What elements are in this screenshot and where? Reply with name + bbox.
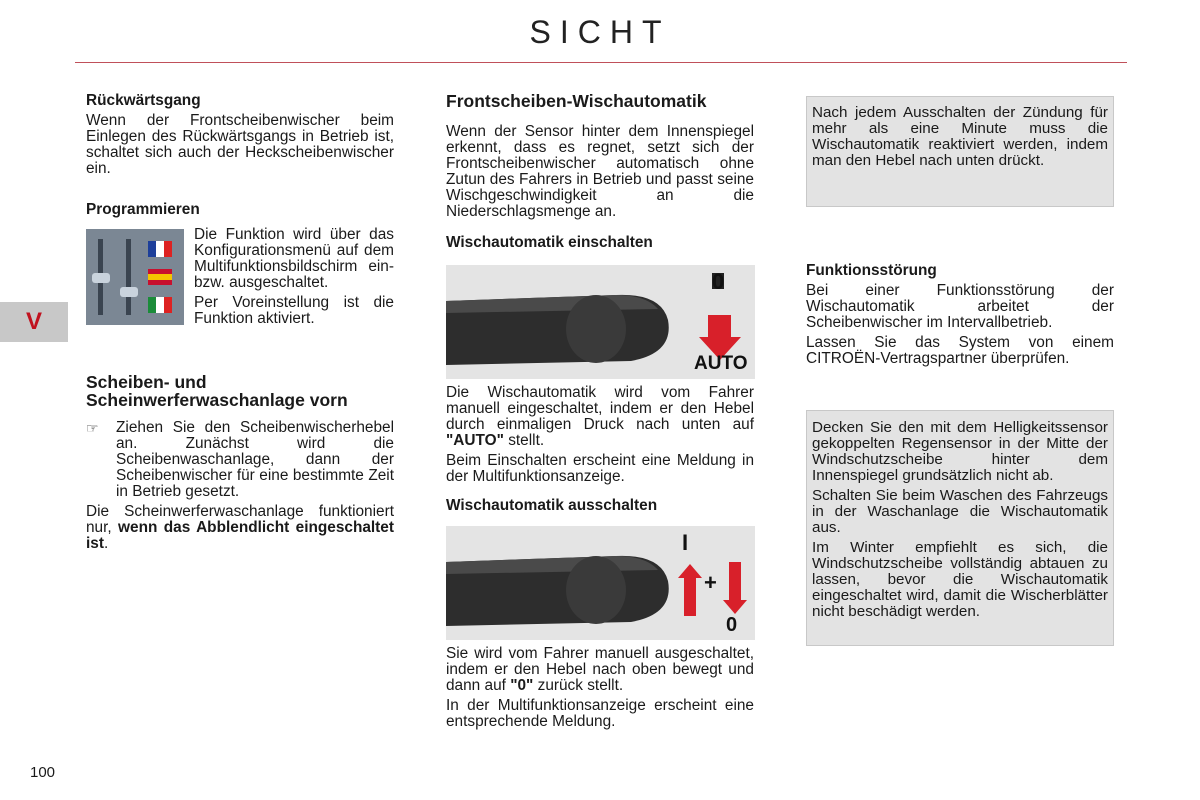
slider-settings-icon (86, 229, 184, 325)
washer-note-bold: wenn das Abblendlicht eingeschaltet ist (86, 519, 394, 552)
column-left (86, 92, 394, 552)
note-box-reactivate (806, 96, 1114, 207)
deactivate-text-end: zurück stellt. (533, 677, 624, 694)
deactivate-illustration (446, 526, 755, 640)
note-sensor-text-2: Schalten Sie beim Waschen des Fahrzeugs in der Waschanlage die Wischautomatik aus. (812, 487, 1108, 536)
deactivate-text-a: Sie wird vom Fahrer manuell ausgeschaltet, indem er den Hebel nach oben bewegt und dann auf (446, 645, 754, 694)
reverse-heading: Rückwärtsgang (86, 92, 201, 109)
deactivate-heading: Wischautomatik ausschalten (446, 497, 658, 514)
fault-heading: Funktionsstörung (806, 262, 937, 279)
deactivate-text-bold: "0" (510, 677, 534, 694)
fault-text-1: Bei einer Funktionsstörung der Wischautomatik arbeitet der Scheibenwischer im Intervallbetrieb. (806, 282, 1114, 331)
page-number: 100 (30, 764, 56, 781)
programming-text-2: Per Voreinstellung ist die Funktion aktiviert. (194, 294, 394, 327)
column-middle (446, 92, 754, 730)
deactivate-plus-label: + (704, 570, 717, 595)
bullet-hand-icon: ☞ (86, 420, 99, 436)
activate-text-a: Die Wischautomatik wird vom Fahrer manuell eingeschaltet, indem er den Hebel durch einmaligen Druck nach unten auf (446, 384, 754, 433)
auto-wiper-heading: Frontscheiben-Wischautomatik (446, 91, 707, 111)
activate-text-bold: "AUTO" (446, 432, 504, 449)
washer-bullet (86, 420, 394, 500)
note-sensor-text-1: Decken Sie den mit dem Helligkeitssensor gekoppelten Regensensor in der Mitte der Windschutzscheibe hinter dem Innenspiegel grundsätzlich nicht ab. (812, 419, 1108, 484)
note-box-sensor (806, 410, 1114, 646)
fault-text-2: Lassen Sie das System von einem CITROËN-Vertragspartner überprüfen. (806, 334, 1114, 367)
deactivate-top-label: I (682, 530, 689, 555)
title-rule (75, 62, 1127, 63)
activate-auto-label: AUTO (694, 353, 748, 374)
note-sensor-text-3: Im Winter empfiehlt es sich, die Windschutzscheibe vollständig abtauen zu lassen, bevor die Wischautomatik eingeschaltet wird, damit die Wischerblätter nicht beschädigt werden. (812, 539, 1108, 620)
chapter-tab: V (0, 302, 68, 342)
activate-illustration (446, 265, 755, 379)
activate-text-end: stellt. (503, 432, 545, 449)
activate-text (446, 385, 754, 449)
programming-block (86, 227, 394, 347)
deactivate-text-2: In der Multifunktionsanzeige erscheint eine entsprechende Meldung. (446, 697, 754, 730)
washer-bullet-text: Ziehen Sie den Scheibenwischerhebel an. Zunächst wird die Scheibenwaschanlage, dann der Scheibenwischer für eine bestimmte Zeit in Betrieb gesetzt. (116, 419, 394, 500)
reverse-text: Wenn der Frontscheibenwischer beim Einlegen des Rückwärtsgangs in Betrieb ist, schaltet sich auch der Heckscheibenwischer ein. (86, 112, 394, 177)
activate-off-label: 0 (712, 269, 725, 294)
deactivate-zero-label: 0 (726, 614, 738, 636)
programming-text-1: Die Funktion wird über das Konfigurationsmenü auf dem Multifunktionsbildschirm ein- bzw. ausgeschaltet. (194, 226, 394, 291)
washer-note-end: . (103, 535, 109, 552)
column-right (806, 262, 1114, 367)
activate-heading: Wischautomatik einschalten (446, 234, 653, 251)
settings-illustration (86, 229, 184, 325)
programming-heading: Programmieren (86, 201, 200, 218)
activate-text-2: Beim Einschalten erscheint eine Meldung in der Multifunktionsanzeige. (446, 452, 754, 485)
note-reactivate-text: Nach jedem Ausschalten der Zündung für mehr als eine Minute muss die Wischautomatik reaktiviert werden, indem man den Hebel nach unten drückt. (812, 104, 1108, 169)
washer-note (86, 504, 394, 552)
washer-heading: Scheiben- und Scheinwerferwaschanlage vorn (86, 372, 348, 410)
programming-text (194, 227, 394, 327)
page-title: SICHT (529, 14, 671, 50)
washer-note-text: Die Scheinwerferwaschanlage funktioniert nur, (86, 503, 394, 536)
auto-wiper-intro: Wenn der Sensor hinter dem Innenspiegel erkennt, dass es regnet, setzt sich der Frontscheibenwischer automatisch ohne Zutun des Fahrers in Betrieb und passt seine Wischgeschwindigkeit an die Niederschlagsmenge an. (446, 123, 754, 220)
deactivate-text (446, 646, 754, 694)
